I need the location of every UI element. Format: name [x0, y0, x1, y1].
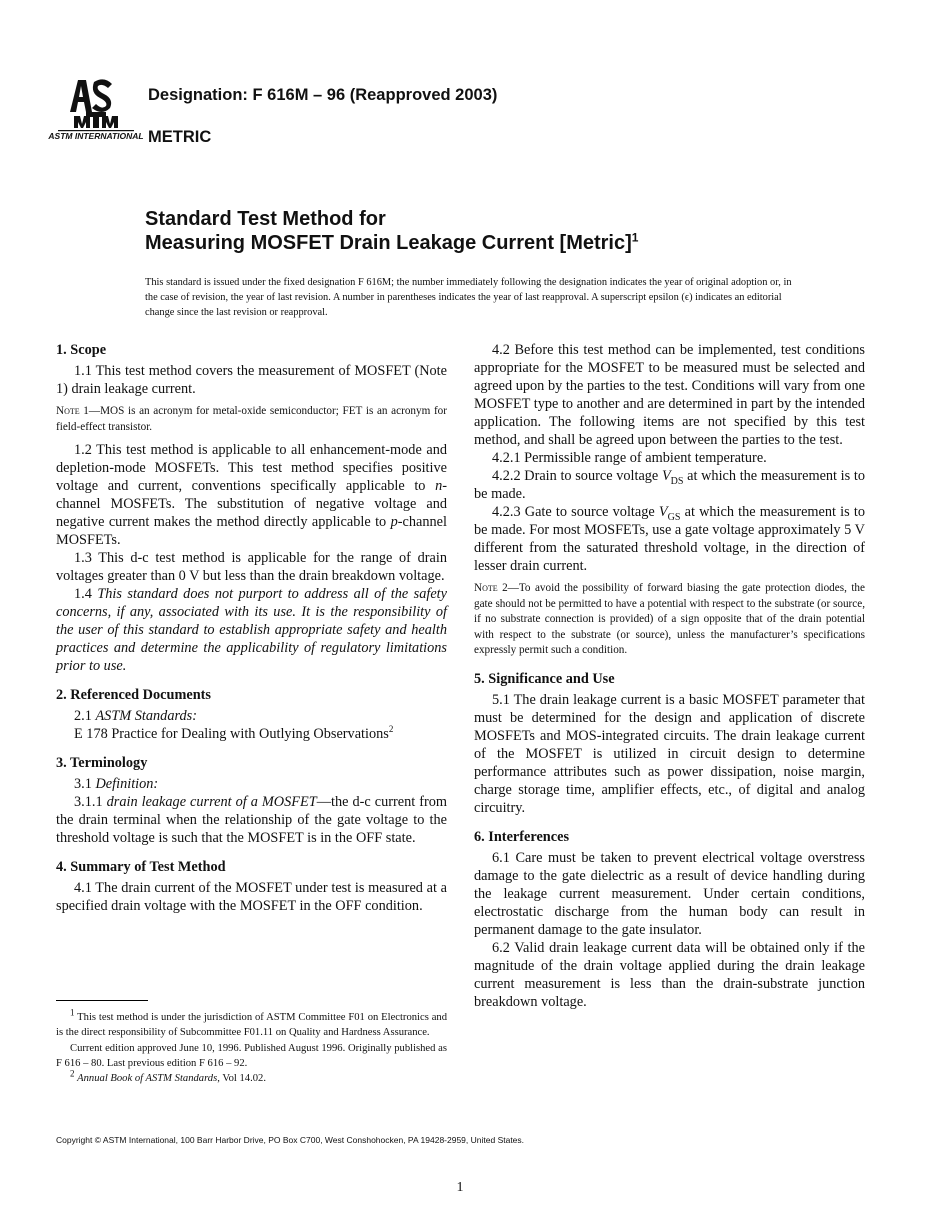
paragraph-1-3: 1.3 This d-c test method is applicable for the range of drain voltages greater than 0 V but less than the drain breakdown voltage. — [56, 550, 447, 585]
note-1-text: 1—MOS is an acronym for metal-oxide semiconductor; FET is an acronym for field-effect transistor. — [56, 405, 447, 433]
paragraph-4-2-2: 4.2.2 Drain to source voltage $V_{DS}$ at which the measurement is to be made. — [474, 468, 865, 502]
paragraph-4-2-3: 4.2.3 Gate to source voltage $V_{GS}$ at which the measurement is to be made. For most MOSFETs, use a gate voltage approximately 5 V different from the saturated threshold voltage, in the direction of lesser drain current. — [474, 504, 866, 574]
section-scope-heading: 1. Scope — [56, 342, 107, 358]
document-title — [145, 207, 638, 255]
paragraph-1-2: 1.2 This test method is applicable to all enhancement-mode and depletion-mode MOSFETs. This test method specifies positive voltage and current, conventions specifically applicable to n-channel MOSFETs. The substitution of negative voltage and negative current makes the method directly applicable to p-channel MOSFETs. — [56, 442, 447, 549]
title-line-2 — [145, 231, 638, 255]
paragraph-2-1: 2.1 ASTM Standards: — [74, 708, 197, 725]
title-line-1: Standard Test Method for — [145, 208, 386, 230]
paragraph-4-2: 4.2 Before this test method can be implemented, test conditions appropriate for the MOSFET to be measured must be selected and agreed upon by the parties to the test. Conditions will vary from one MOSFET type to another and are determined in part by the intended application. The following items are not specified by this test method, and shall be agreed upon between the parties to the test. — [474, 342, 865, 448]
footnote-1-edition: Current edition approved June 10, 1996. Published August 1996. Originally published as F 616 – 80. Last previous edition F 616 – 92. — [56, 1042, 447, 1069]
note-1-label: Note — [56, 405, 80, 417]
footnote-2: $^2$ Annual Book of ASTM Standards, Vol 14.02. — [70, 1068, 266, 1085]
metric-label: METRIC — [148, 128, 212, 146]
paragraph-3-1-1: 3.1.1 drain leakage current of a MOSFET—the d-c current from the drain terminal when the relationship of the gate voltage to the threshold voltage is such that the MOSFET is in the OFF state. — [56, 794, 448, 847]
paragraph-4-2-1: 4.2.1 Permissible range of ambient temperature. — [492, 450, 767, 466]
paragraph-6-2: 6.2 Valid drain leakage current data will be obtained only if the magnitude of the drain voltage applied during the drain leakage current measurement is less than the drain-substrate junction breakdown voltage. — [474, 939, 865, 1010]
paragraph-3-1: 3.1 Definition: — [74, 776, 159, 793]
left-column — [56, 341, 447, 915]
copyright-line: Copyright © ASTM International, 100 Barr Harbor Drive, PO Box C700, West Conshohocken, PA 19428-2959, United States. — [56, 1135, 525, 1145]
footnote-rule — [56, 1000, 148, 1001]
note-2-label: Note — [474, 582, 498, 594]
note-2-text: 2—To avoid the possibility of forward biasing the gate protection diodes, the gate should not be permitted to have a potential with respect to the substrate (or source, if no substrate connection is provided) of a sign opposite that of the drain potential with respect to the substrate (or source), unless the manufacturer’s specifications expressly permit such a condition. — [474, 582, 865, 657]
section-significance-heading: 5. Significance and Use — [474, 670, 615, 687]
paragraph-1-4: 1.4 This standard does not purport to address all of the safety concerns, if any, associated with its use. It is the responsibility of the user of this standard to establish appropriate safety and health practices and determine the applicability of regulatory limitations prior to use. — [56, 586, 447, 675]
paragraph-4-1: 4.1 The drain current of the MOSFET under test is measured at a specified drain voltage with the MOSFET in the OFF condition. — [56, 880, 447, 915]
paragraph-1-1: 1.1 This test method covers the measurement of MOSFET (Note 1) drain leakage current. — [56, 363, 447, 397]
footnote-1: $^1$ This test method is under the jurisdiction of ASTM Committee F01 on Electronics and is the direct responsibility of Subcommittee F01.11 on Quality and Hardness Assurance. — [56, 1007, 447, 1039]
section-summary-heading: 4. Summary of Test Method — [56, 859, 226, 876]
paragraph-5-1: 5.1 The drain leakage current is a basic MOSFET parameter that must be determined for the design and application of discrete MOSFETs and MOS-integrated circuits. The drain leakage current of the MOSFET is utilized in circuit design to determine performance attributes such as power dissipation, noise margin, charge storage time, amplifier effects, etc., of digital and analog circuitry. — [474, 691, 865, 816]
section-referenced-heading: 2. Referenced Documents — [56, 687, 211, 704]
title-line-2-text: Measuring MOSFET Drain Leakage Current [Metric] — [145, 232, 632, 254]
astm-logo — [48, 72, 144, 142]
title-footnote-mark: 1 — [631, 230, 639, 245]
note-2 — [474, 581, 865, 659]
reference-e178: E 178 Practice for Dealing with Outlying Observations$^2$ — [74, 724, 394, 743]
section-terminology-heading: 3. Terminology — [56, 755, 148, 772]
logo-text: ASTM INTERNATIONAL — [48, 131, 144, 141]
issued-note: This standard is issued under the fixed designation F 616M; the number immediately following the designation indicates the year of original adoption or, in the case of revision, the year of last revision. A number in parentheses indicates the year of last reapproval. A superscript epsilon (ϵ) indicates an editorial change since the last revision or reapproval. — [145, 277, 792, 318]
footnotes — [56, 1007, 447, 1086]
designation: Designation: F 616M – 96 (Reapproved 2003) — [148, 86, 498, 104]
page-number: 1 — [456, 1180, 464, 1195]
paragraph-6-1: 6.1 Care must be taken to prevent electrical voltage overstress damage to the gate dielectric as a result of device handling during the leakage current measurement. Under certain conditions, electrostatic discharge from the human body can result in permanent damage to the gate insulator. — [474, 849, 865, 938]
note-1 — [56, 404, 447, 435]
section-interferences-heading: 6. Interferences — [474, 828, 570, 845]
right-column — [474, 341, 865, 1011]
